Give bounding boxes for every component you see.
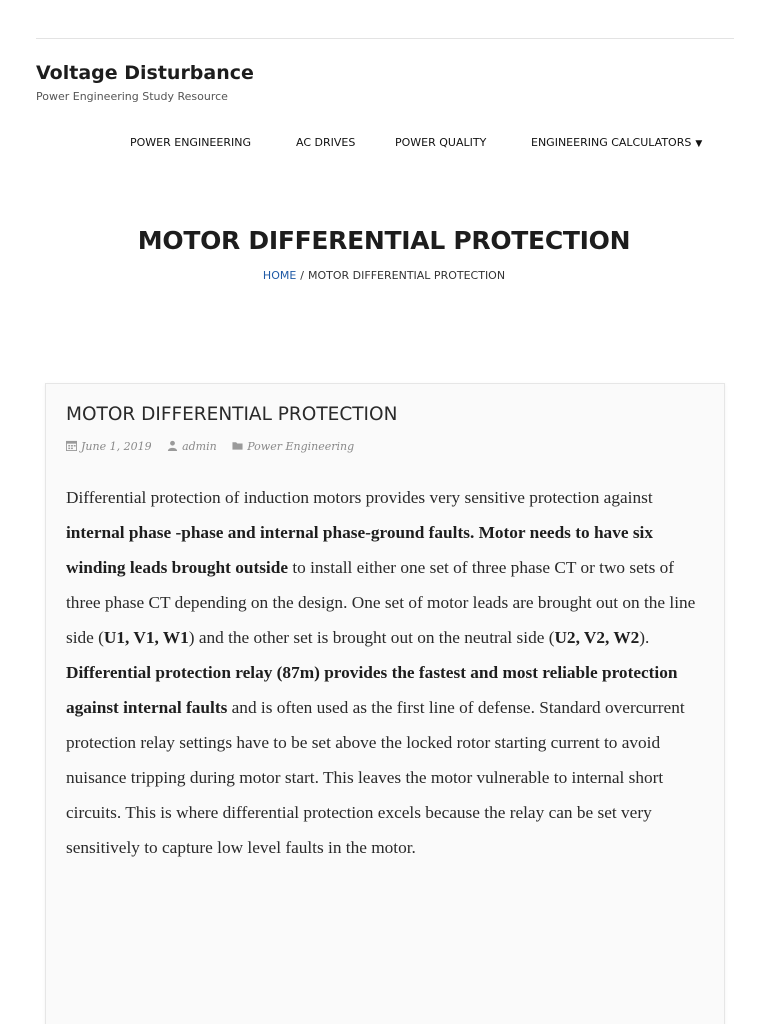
body-bold-text: Differential protection relay (87m) provides the fastest and most reliable protection against internal faults (66, 663, 678, 717)
post-date[interactable] (66, 440, 155, 453)
breadcrumb (0, 269, 768, 282)
folder-icon (232, 440, 243, 451)
post-author-text: admin (182, 440, 217, 453)
breadcrumb-home-link[interactable]: HOME (262, 269, 297, 282)
body-text: ) and the other set is brought out on the neutral side ( (188, 628, 555, 647)
post-title: MOTOR DIFFERENTIAL PROTECTION (66, 404, 398, 425)
post-author[interactable] (167, 440, 220, 453)
dropdown-caret-icon: ▼ (695, 139, 703, 149)
breadcrumb-separator: / (300, 269, 305, 282)
body-text: ). (639, 628, 650, 647)
nav-item-power-engineering[interactable] (130, 136, 251, 149)
nav-item-engineering-calculators[interactable] (531, 136, 702, 149)
post-category-text: Power Engineering (247, 440, 355, 453)
body-bold-text: U2, V2, W2 (554, 628, 640, 647)
site-tagline: Power Engineering Study Resource (36, 90, 228, 103)
post-card (45, 383, 725, 1024)
body-text: and is often used as the first line of defense. Standard overcurrent protection relay settings have to be set above the locked rotor starting current to avoid nuisance tripping during motor start. This leaves the motor vulnerable to internal short circuits. This is where differential protection excels because the relay can be set very sensitively to capture low level faults in the motor. (66, 698, 685, 857)
body-bold-text: internal phase -phase and internal phase-ground faults. Motor needs to have six winding leads brought outside (66, 523, 653, 577)
page-title: MOTOR DIFFERENTIAL PROTECTION (137, 226, 631, 255)
nav-label: ENGINEERING CALCULATORS (531, 136, 692, 149)
post-meta (66, 440, 366, 453)
main-navigation (0, 136, 768, 152)
body-text: to install either one set of three phase CT or two sets of three phase CT depending on the design. One set of motor leads are brought out on the line side ( (66, 558, 696, 647)
nav-label: AC DRIVES (296, 136, 356, 149)
nav-label: POWER ENGINEERING (130, 136, 251, 149)
body-bold-text: U1, V1, W1 (103, 628, 189, 647)
user-icon (167, 440, 178, 451)
nav-label: POWER QUALITY (395, 136, 487, 149)
post-date-text: June 1, 2019 (81, 440, 152, 453)
calendar-icon (66, 440, 77, 451)
site-title-link[interactable]: Voltage Disturbance (36, 62, 254, 84)
post-body (66, 480, 711, 865)
nav-item-power-quality[interactable] (395, 136, 486, 149)
header-divider (36, 38, 734, 39)
post-category[interactable] (232, 440, 354, 453)
nav-item-ac-drives[interactable] (296, 136, 355, 149)
breadcrumb-current: MOTOR DIFFERENTIAL PROTECTION (308, 269, 506, 282)
body-text: Differential protection of induction motors provides very sensitive protection against (66, 488, 653, 507)
